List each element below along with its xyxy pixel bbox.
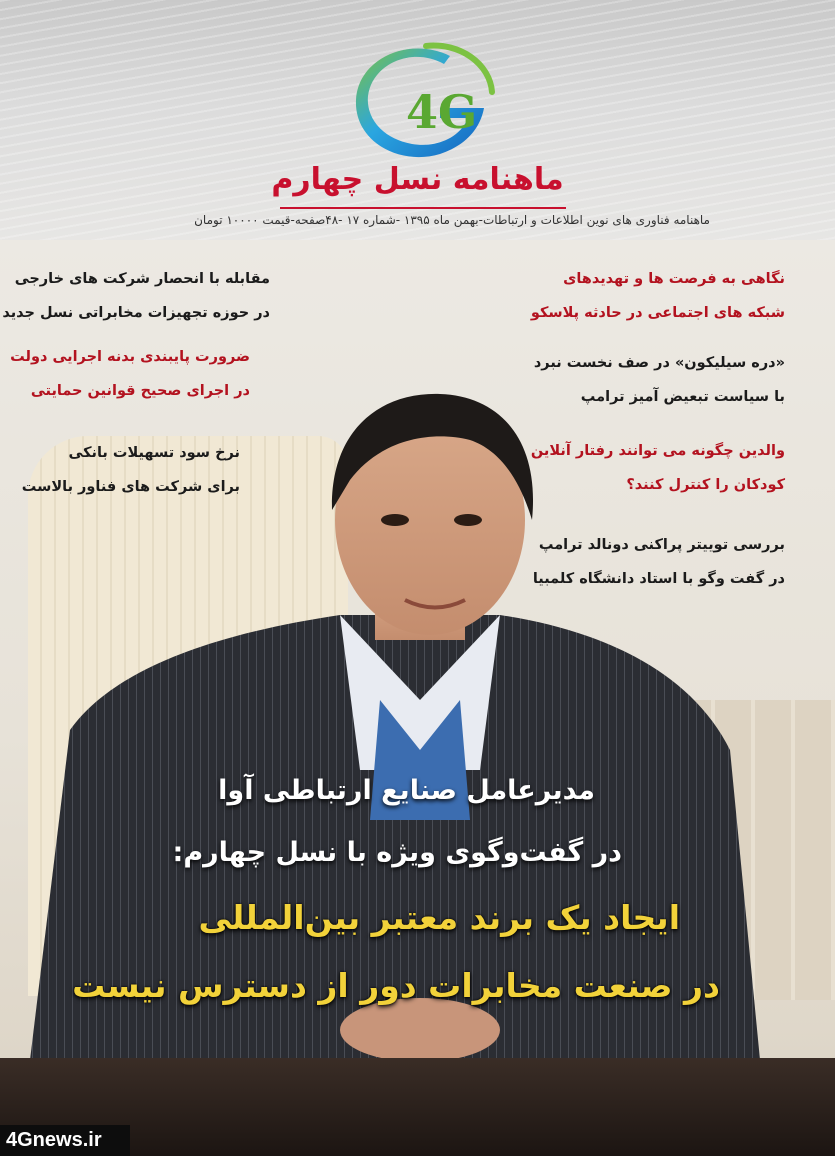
teaser-line: «دره سیلیکون» در صف نخست نبرد xyxy=(533,355,785,371)
teaser-line: مقابله با انحصار شرکت های خارجی xyxy=(14,271,270,287)
logo-4-text: 4G xyxy=(406,85,478,139)
cover-headline xyxy=(60,760,720,1020)
teaser-government-commitment xyxy=(10,340,250,408)
teaser-line: در اجرای صحیح قوانین حمایتی xyxy=(30,383,250,399)
teaser-parents-online xyxy=(531,434,785,502)
teaser-line: کودکان را کنترل کنند؟ xyxy=(626,477,785,493)
teaser-bank-interest xyxy=(21,436,240,504)
teaser-silicon-valley xyxy=(534,346,785,414)
teaser-line: با سیاست تبعیض آمیز ترامپ xyxy=(580,389,785,405)
teaser-line: نرخ سود تسهیلات بانکی xyxy=(68,445,240,461)
teaser-line: نگاهی به فرصت ها و تهدیدهای xyxy=(563,271,785,287)
teaser-social-networks xyxy=(531,262,785,330)
site-watermark: 4Gnews.ir xyxy=(0,1125,130,1156)
teaser-line: بررسی توییتر پراکنی دونالد ترامپ xyxy=(538,537,785,553)
headline-line-1: مدیرعامل صنایع ارتباطی آوا xyxy=(218,775,595,806)
teaser-line: در گفت وگو با استاد دانشگاه کلمبیا xyxy=(532,571,785,587)
teaser-line: شبکه های اجتماعی در حادثه پلاسکو xyxy=(530,305,785,321)
headline-line-3: ایجاد یک برند معتبر بین‌المللی xyxy=(198,898,680,937)
issue-info: ماهنامه فناوری های نوین اطلاعات و ارتباطات-بهمن ماه ۱۳۹۵ -شماره ۱۷ -۴۸صفحه-قیمت ۱۰۰۰۰ تومان xyxy=(194,213,710,227)
headline-line-4: در صنعت مخابرات دور از دسترس نیست xyxy=(72,966,720,1005)
4g-logo xyxy=(340,38,500,168)
title-divider xyxy=(280,207,566,209)
teaser-line: ضرورت پایبندی بدنه اجرایی دولت xyxy=(10,349,250,365)
magazine-title: ماهنامه نسل چهارم xyxy=(271,162,564,197)
teaser-line: در حوزه تجهیزات مخابراتی نسل جدید xyxy=(2,305,270,321)
teaser-foreign-monopoly xyxy=(2,262,270,330)
headline-line-2: در گفت‌وگوی ویژه با نسل چهارم: xyxy=(172,837,622,868)
teaser-line: برای شرکت های فناور بالاست xyxy=(21,479,240,495)
teaser-trump-twitter xyxy=(533,528,785,596)
teaser-line: والدین چگونه می توانند رفتار آنلاین xyxy=(530,443,785,459)
masthead-band xyxy=(0,0,835,240)
